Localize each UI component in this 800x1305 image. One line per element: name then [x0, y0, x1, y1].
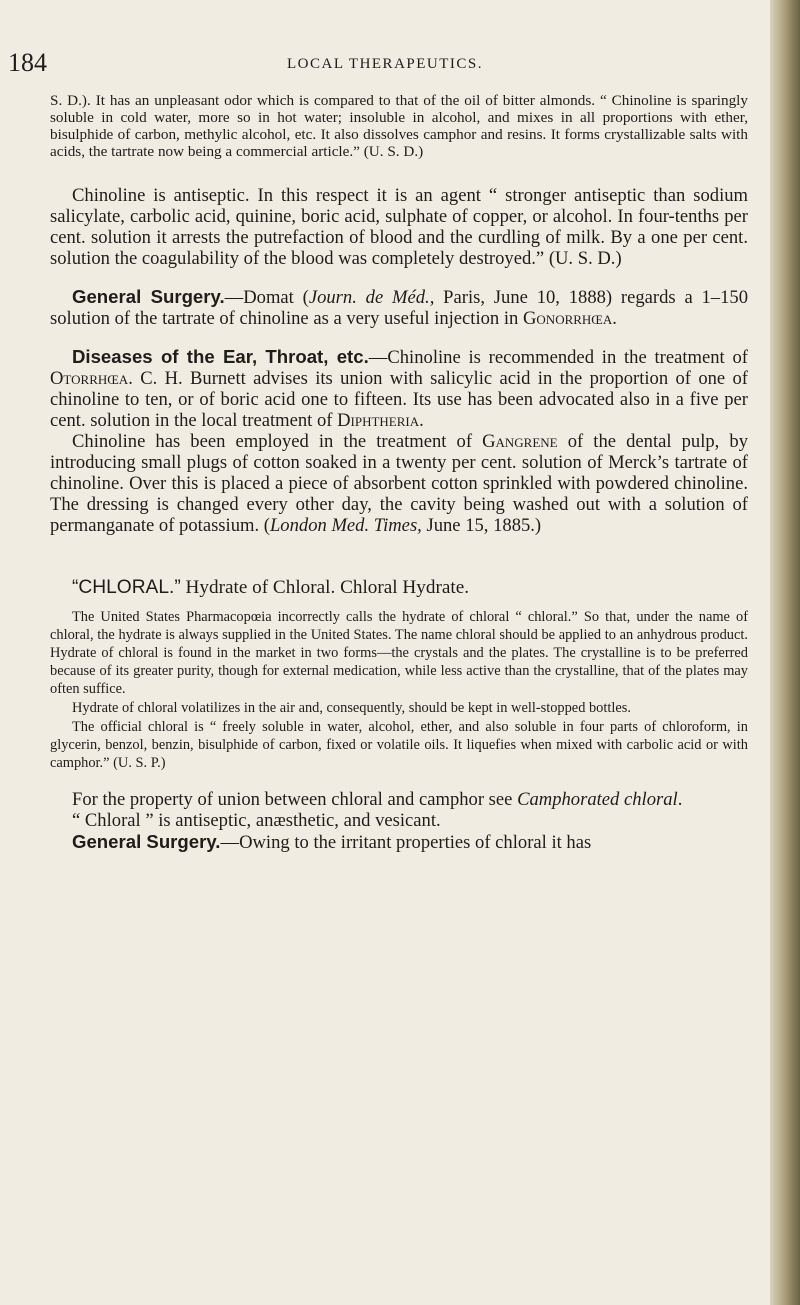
- journal-reference: London Med. Times,: [269, 515, 422, 536]
- journal-reference: Journ. de Méd.,: [308, 287, 435, 308]
- text-run: of the dental pulp, by introducing small plugs of cotton soaked in a twenty per cent. solution of Merck’s tartrate of chinoline. Over this is placed a piece of absorbent cotton sprinkled with powdered chinoline. The dressing is changed every other day, the cavity being washed out with a solution of permanganate of potassium. (: [50, 431, 748, 536]
- solubility-note: The official chloral is “ freely soluble in water, alcohol, ether, and also soluble in four parts of chloroform, in glycerin, benzol, benzin, bisulphide of carbon, fixed or volatile oils. It liquefies when mixed with carbolic acid or with camphor.” (U. S. P.): [50, 719, 748, 771]
- text-run: —Chinoline is recommended in the treatment of: [368, 347, 749, 368]
- chloral-surgery-paragraph: [50, 831, 748, 853]
- chloral-title: “CHLORAL.”: [72, 577, 181, 598]
- section-lead: Diseases of the Ear, Throat, etc.: [72, 346, 369, 367]
- text-run: Chinoline has been employed in the treatment of: [72, 431, 483, 452]
- usd-quotation: S. D.). It has an unpleasant odor which is compared to that of the oil of bitter almonds. “ Chinoline is sparingly soluble in cold water, more so in hot water; insoluble in alcohol, and mixes in all proportions with ether, bisulphide of carbon, methylic alcohol, etc. It also dissolves camphor and resins. It forms crystallizable salts with acids, the tartrate now being a commercial article.” (U. S. D.): [50, 92, 748, 160]
- antiseptic-paragraph: Chinoline is antiseptic. In this respect it is an agent “ stronger antiseptic than sodium salicylate, carbolic acid, quinine, boric acid, sulphate of copper, or alcohol. In four-tenths per cent. solution it arrests the putrefaction of blood and the curdling of milk. By a one per cent. solution the coagulability of the blood was completely destroyed.” (U. S. D.): [50, 185, 748, 269]
- cross-reference: Camphorated chloral: [517, 789, 678, 810]
- gangrene-paragraph: [50, 431, 748, 536]
- ear-throat-paragraph: [50, 346, 748, 431]
- page-number: 184: [8, 48, 47, 77]
- camphor-paragraph: [50, 789, 748, 810]
- storage-note: Hydrate of chloral volatilizes in the air and, consequently, should be kept in well-stopped bottles.: [72, 700, 631, 716]
- disease-term: Otorrhœa: [50, 368, 129, 389]
- text-run: For the property of union between chloral and camphor see: [72, 789, 518, 810]
- text-run: . C. H. Burnett advises its union with salicylic acid in the proportion of one of chinoline to ten, or of boric acid one to fifteen. Its use has been advocated also in a five per cent. solution in the local treatment of: [50, 368, 748, 431]
- page-edge-shadow: [770, 0, 800, 1305]
- section-lead: General Surgery.: [72, 286, 225, 307]
- disease-term: Gonorrhœa: [522, 308, 613, 329]
- section-lead: General Surgery.: [72, 831, 221, 852]
- chloral-heading: [50, 576, 748, 600]
- heading-subtitle: Hydrate of Chloral. Chloral Hydrate.: [180, 577, 470, 598]
- text-run: .: [677, 789, 683, 810]
- disease-term: Diphtheria: [337, 410, 420, 431]
- page-header: [0, 48, 770, 78]
- text-run: —Domat (: [224, 287, 309, 308]
- page-body: [50, 92, 748, 853]
- text-run: Paris, June 10, 1888) regards a 1–150 solution of the tartrate of chinoline as a very useful injection in: [50, 287, 748, 329]
- text-run: .: [612, 308, 617, 329]
- running-head: LOCAL THERAPEUTICS.: [286, 56, 483, 72]
- disease-term: Gangrene: [482, 431, 558, 452]
- chloral-properties: “ Chloral ” is antiseptic, anæsthetic, and vesicant.: [72, 810, 441, 831]
- general-surgery-paragraph: [50, 286, 748, 329]
- text-run: —Owing to the irritant properties of chloral it has: [220, 832, 592, 853]
- text-run: June 15, 1885.): [421, 515, 542, 536]
- pharmacopoeia-note: The United States Pharmacopœia incorrectly calls the hydrate of chloral “ chloral.” So that, under the name of chloral, the hydrate is always supplied in the United States. The name chloral should be applied to an anhydrous product. Hydrate of chloral is found in the market in two forms—the crystals and the plates. The crystalline is to be preferred because of its greater purity, though for external medication, while less active than the crystalline, that of the plates may often suffice.: [50, 609, 748, 697]
- text-run: .: [419, 410, 424, 431]
